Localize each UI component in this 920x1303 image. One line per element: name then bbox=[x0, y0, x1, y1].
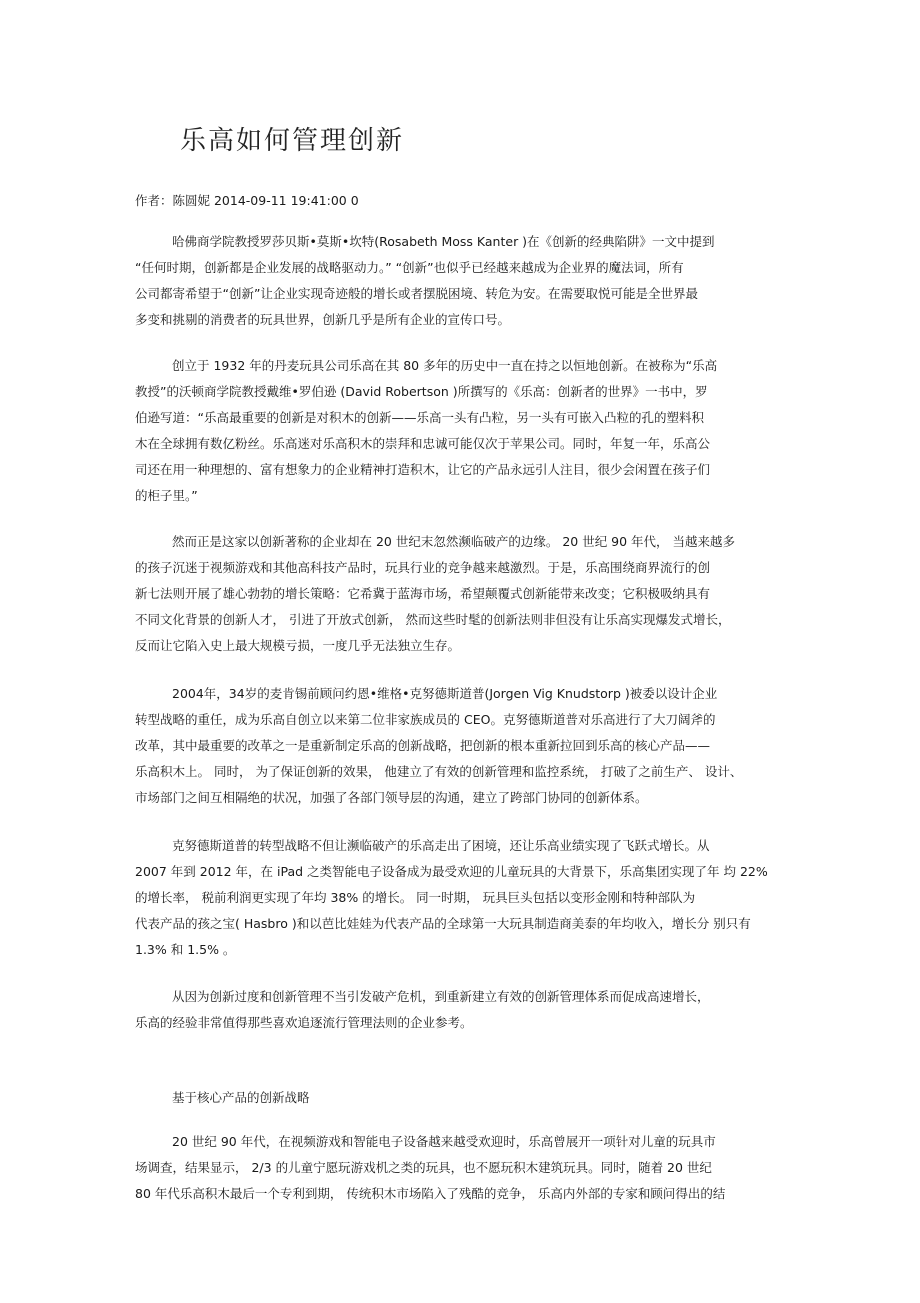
text-line: 然而正是这家以创新著称的企业却在 20 世纪末忽然濒临破产的边缘。 20 世纪 90 年代， 当越来越多 bbox=[172, 534, 736, 549]
text-line: 的增长率， 税前利润更实现了年均 38% 的增长。 同一时期， 玩具巨头包括以变形金刚和特种部队为 bbox=[135, 890, 696, 905]
text-line: 市场部门之间互相隔绝的状况，加强了各部门领导层的沟通，建立了跨部门协同的创新体系。 bbox=[135, 790, 648, 805]
text-line: 2007 年到 2012 年，在 iPad 之类智能电子设备成为最受欢迎的儿童玩具的大背景下，乐高集团实现了年 均 22% bbox=[135, 864, 768, 879]
text-line: 反而让它陷入史上最大规模亏损，一度几乎无法独立生存。 bbox=[135, 638, 461, 653]
text-line: 转型战略的重任，成为乐高自创立以来第二位非家族成员的 CEO。克努德斯道普对乐高进行了大刀阔斧的 bbox=[135, 712, 716, 727]
text-line: 新七法则开展了雄心勃勃的增长策略：它希冀于蓝海市场，希望颠覆式创新能带来改变；它积极吸纳具有 bbox=[135, 586, 711, 601]
text-line: 乐高积木上。 同时， 为了保证创新的效果， 他建立了有效的创新管理和监控系统， 打破了之前生产、 设计、 bbox=[135, 764, 743, 779]
text-line: 创立于 1932 年的丹麦玩具公司乐高在其 80 多年的历史中一直在持之以恒地创新。在被称为“乐高 bbox=[172, 358, 718, 373]
text-line: 公司都寄希望于“创新”让企业实现奇迹般的增长或者摆脱困境、转危为安。在需要取悦可能是全世界最 bbox=[135, 286, 698, 301]
text-line: 1.3% 和 1.5% 。 bbox=[135, 942, 236, 957]
text-line: 的柜子里。” bbox=[135, 488, 198, 503]
text-line: 80 年代乐高积木最后一个专利到期， 传统积木市场陷入了残酷的竞争， 乐高内外部的专家和顾问得出的结 bbox=[135, 1186, 726, 1201]
text-line: 改革，其中最重要的改革之一是重新制定乐高的创新战略，把创新的根本重新拉回到乐高的核心产品—— bbox=[135, 738, 711, 753]
text-line: 代表产品的孩之宝( Hasbro )和以芭比娃娃为代表产品的全球第一大玩具制造商美泰的年均收入，增长分 别只有 bbox=[135, 916, 751, 931]
text-line: 的孩子沉迷于视频游戏和其他高科技产品时，玩具行业的竞争越来越激烈。于是，乐高围绕商界流行的创 bbox=[135, 560, 711, 575]
text-line: 20 世纪 90 年代，在视频游戏和智能电子设备越来越受欢迎时，乐高曾展开一项针对儿童的玩具市 bbox=[172, 1134, 716, 1149]
author-meta: 作者：陈圆妮 2014-09-11 19:41:00 0 bbox=[135, 193, 359, 208]
text-line: 不同文化背景的创新人才， 引进了开放式创新， 然而这些时髦的创新法则非但没有让乐高实现爆发式增长， bbox=[135, 612, 731, 627]
text-line: 哈佛商学院教授罗莎贝斯•莫斯•坎特(Rosabeth Moss Kanter )在《创新的经典陷阱》一文中提到 bbox=[172, 234, 715, 249]
text-line: 多变和挑剔的消费者的玩具世界，创新几乎是所有企业的宣传口号。 bbox=[135, 312, 511, 327]
page-title: 乐高如何管理创新 bbox=[180, 126, 405, 156]
text-line: 木在全球拥有数亿粉丝。乐高迷对乐高积木的崇拜和忠诚可能仅次于苹果公司。同时，年复一年，乐高公 bbox=[135, 436, 711, 451]
text-line: 场调查，结果显示， 2/3 的儿童宁愿玩游戏机之类的玩具，也不愿玩积木建筑玩具。同时，随着 20 世纪 bbox=[135, 1160, 712, 1175]
section-heading: 基于核心产品的创新战略 bbox=[172, 1090, 310, 1105]
text-line: 克努德斯道普的转型战略不但让濒临破产的乐高走出了困境，还让乐高业绩实现了飞跃式增长。从 bbox=[172, 838, 710, 853]
text-line: “任何时期，创新都是企业发展的战略驱动力。” “创新”也似乎已经越来越成为企业界的魔法词，所有 bbox=[135, 260, 684, 275]
text-line: 司还在用一种理想的、富有想象力的企业精神打造积木，让它的产品永远引人注目，很少会闲置在孩子们 bbox=[135, 462, 711, 477]
text-line: 伯逊写道：“乐高最重要的创新是对积木的创新——乐高一头有凸粒，另一头有可嵌入凸粒的孔的塑料积 bbox=[135, 410, 704, 425]
text-line: 教授”的沃顿商学院教授戴维•罗伯逊 (David Robertson )所撰写的《乐高：创新者的世界》一书中，罗 bbox=[135, 384, 708, 399]
text-line: 从因为创新过度和创新管理不当引发破产危机，到重新建立有效的创新管理体系而促成高速增长， bbox=[172, 989, 710, 1004]
text-line: 2004年，34岁的麦肯锡前顾问约恩•维格•克努德斯道普(Jorgen Vig Knudstorp )被委以设计企业 bbox=[172, 686, 718, 701]
text-line: 乐高的经验非常值得那些喜欢追逐流行管理法则的企业参考。 bbox=[135, 1015, 473, 1030]
